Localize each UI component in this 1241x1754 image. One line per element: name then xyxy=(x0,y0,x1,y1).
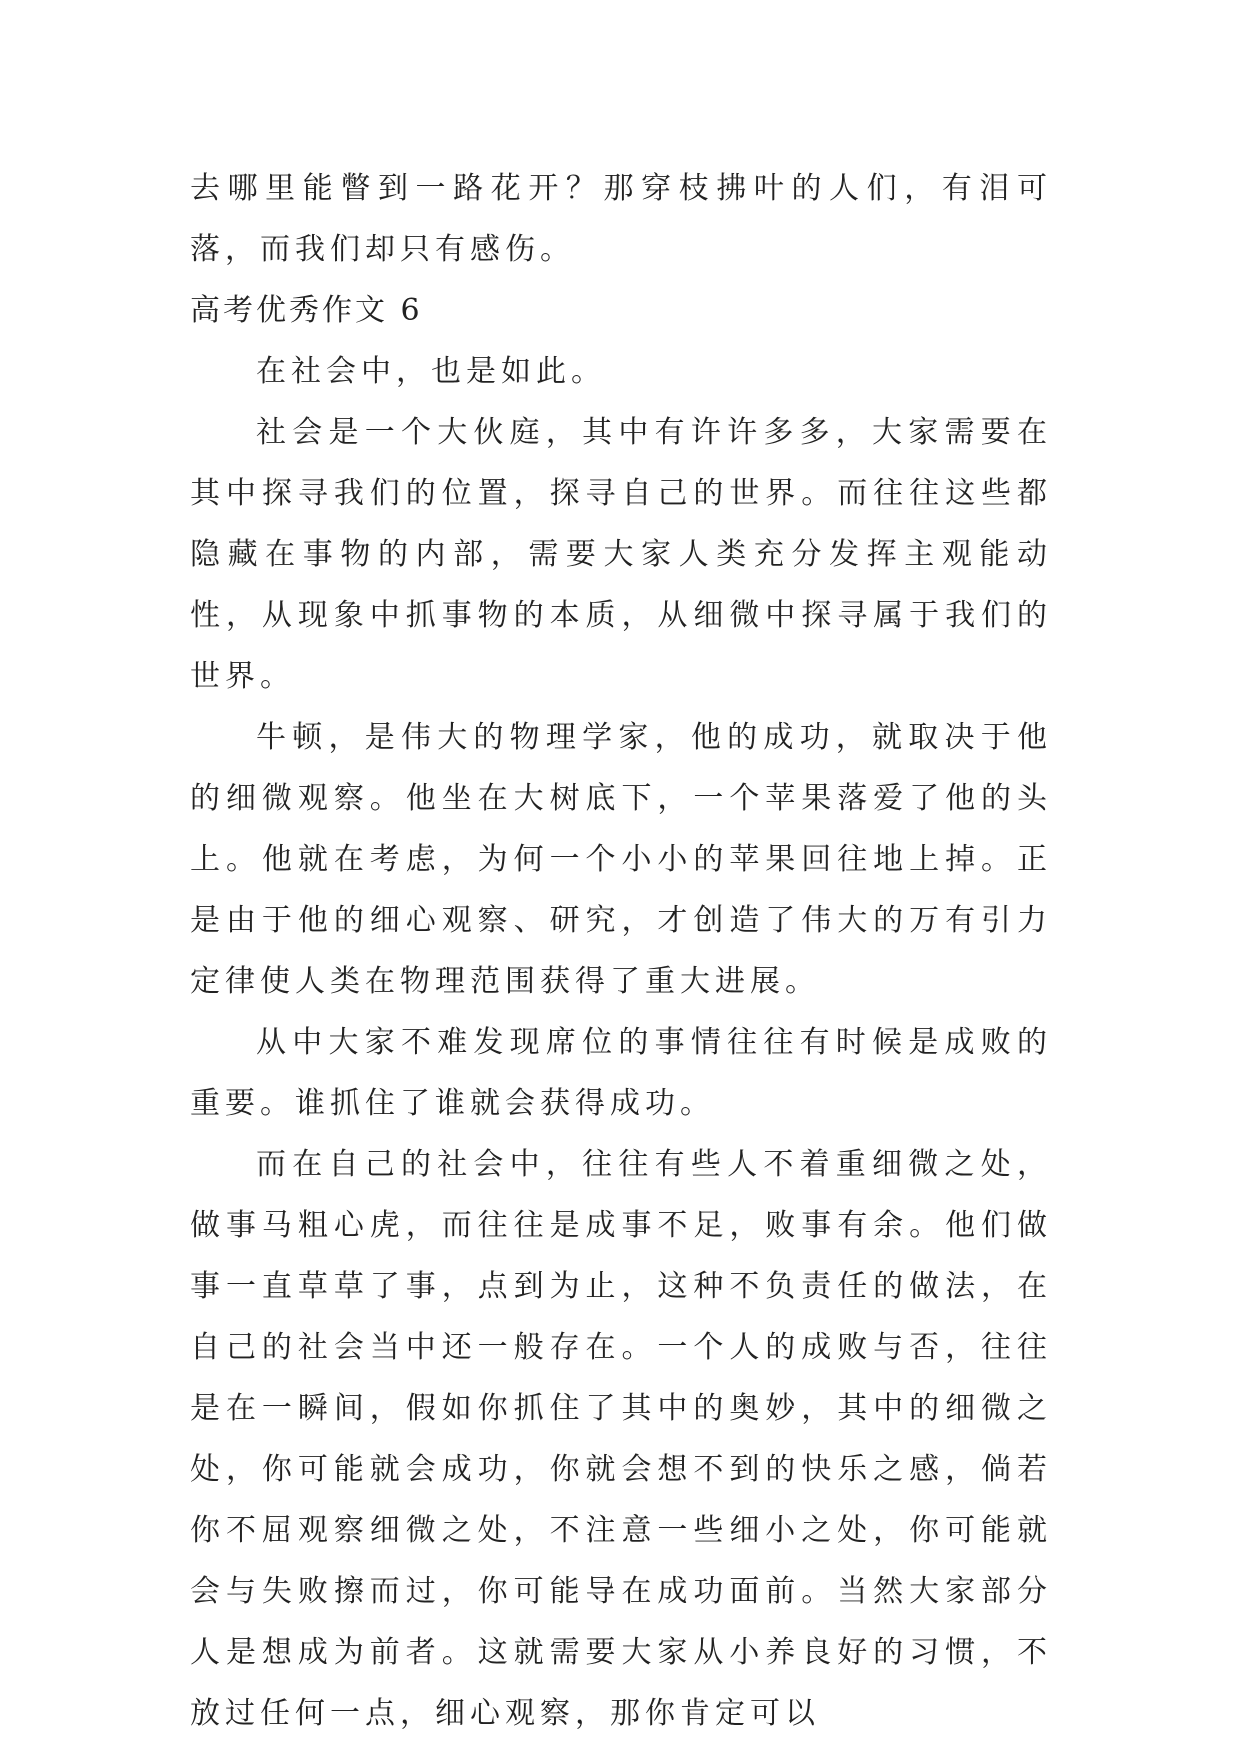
paragraph: 社会是一个大伙庭，其中有许许多多，大家需要在其中探寻我们的位置，探寻自己的世界。而往往这些都隐藏在事物的内部，需要大家人类充分发挥主观能动性，从现象中抓事物的本质，从细微中探寻属于我们的世界。 xyxy=(190,415,1052,694)
essay-heading: 高考优秀作文 6 xyxy=(190,293,423,328)
document-body xyxy=(190,158,1052,1744)
paragraph: 在社会中，也是如此。 xyxy=(256,354,606,389)
paragraph: 牛顿，是伟大的物理学家，他的成功，就取决于他的细微观察。他坐在大树底下，一个苹果落爱了他的头上。他就在考虑，为何一个小小的苹果回往地上掉。正是由于他的细心观察、研究，才创造了伟大的万有引力定律使人类在物理范围获得了重大进展。 xyxy=(190,720,1052,999)
paragraph: 而在自己的社会中，往往有些人不着重细微之处，做事马粗心虎，而往往是成事不足，败事有余。他们做事一直草草了事，点到为止，这种不负责任的做法，在自己的社会当中还一般存在。一个人的成败与否，往往是在一瞬间，假如你抓住了其中的奥妙，其中的细微之处，你可能就会成功，你就会想不到的快乐之感，倘若你不屈观察细微之处，不注意一些细小之处，你可能就会与失败擦而过，你可能导在成功面前。当然大家部分人是想成为前者。这就需要大家从小养良好的习惯，不放过任何一点，细心观察，那你肯定可以 xyxy=(190,1147,1052,1731)
intro-paragraph: 去哪里能瞥到一路花开？那穿枝拂叶的人们，有泪可落，而我们却只有感伤。 xyxy=(190,171,1052,267)
paragraph: 从中大家不难发现席位的事情往往有时候是成败的重要。谁抓住了谁就会获得成功。 xyxy=(190,1025,1052,1121)
